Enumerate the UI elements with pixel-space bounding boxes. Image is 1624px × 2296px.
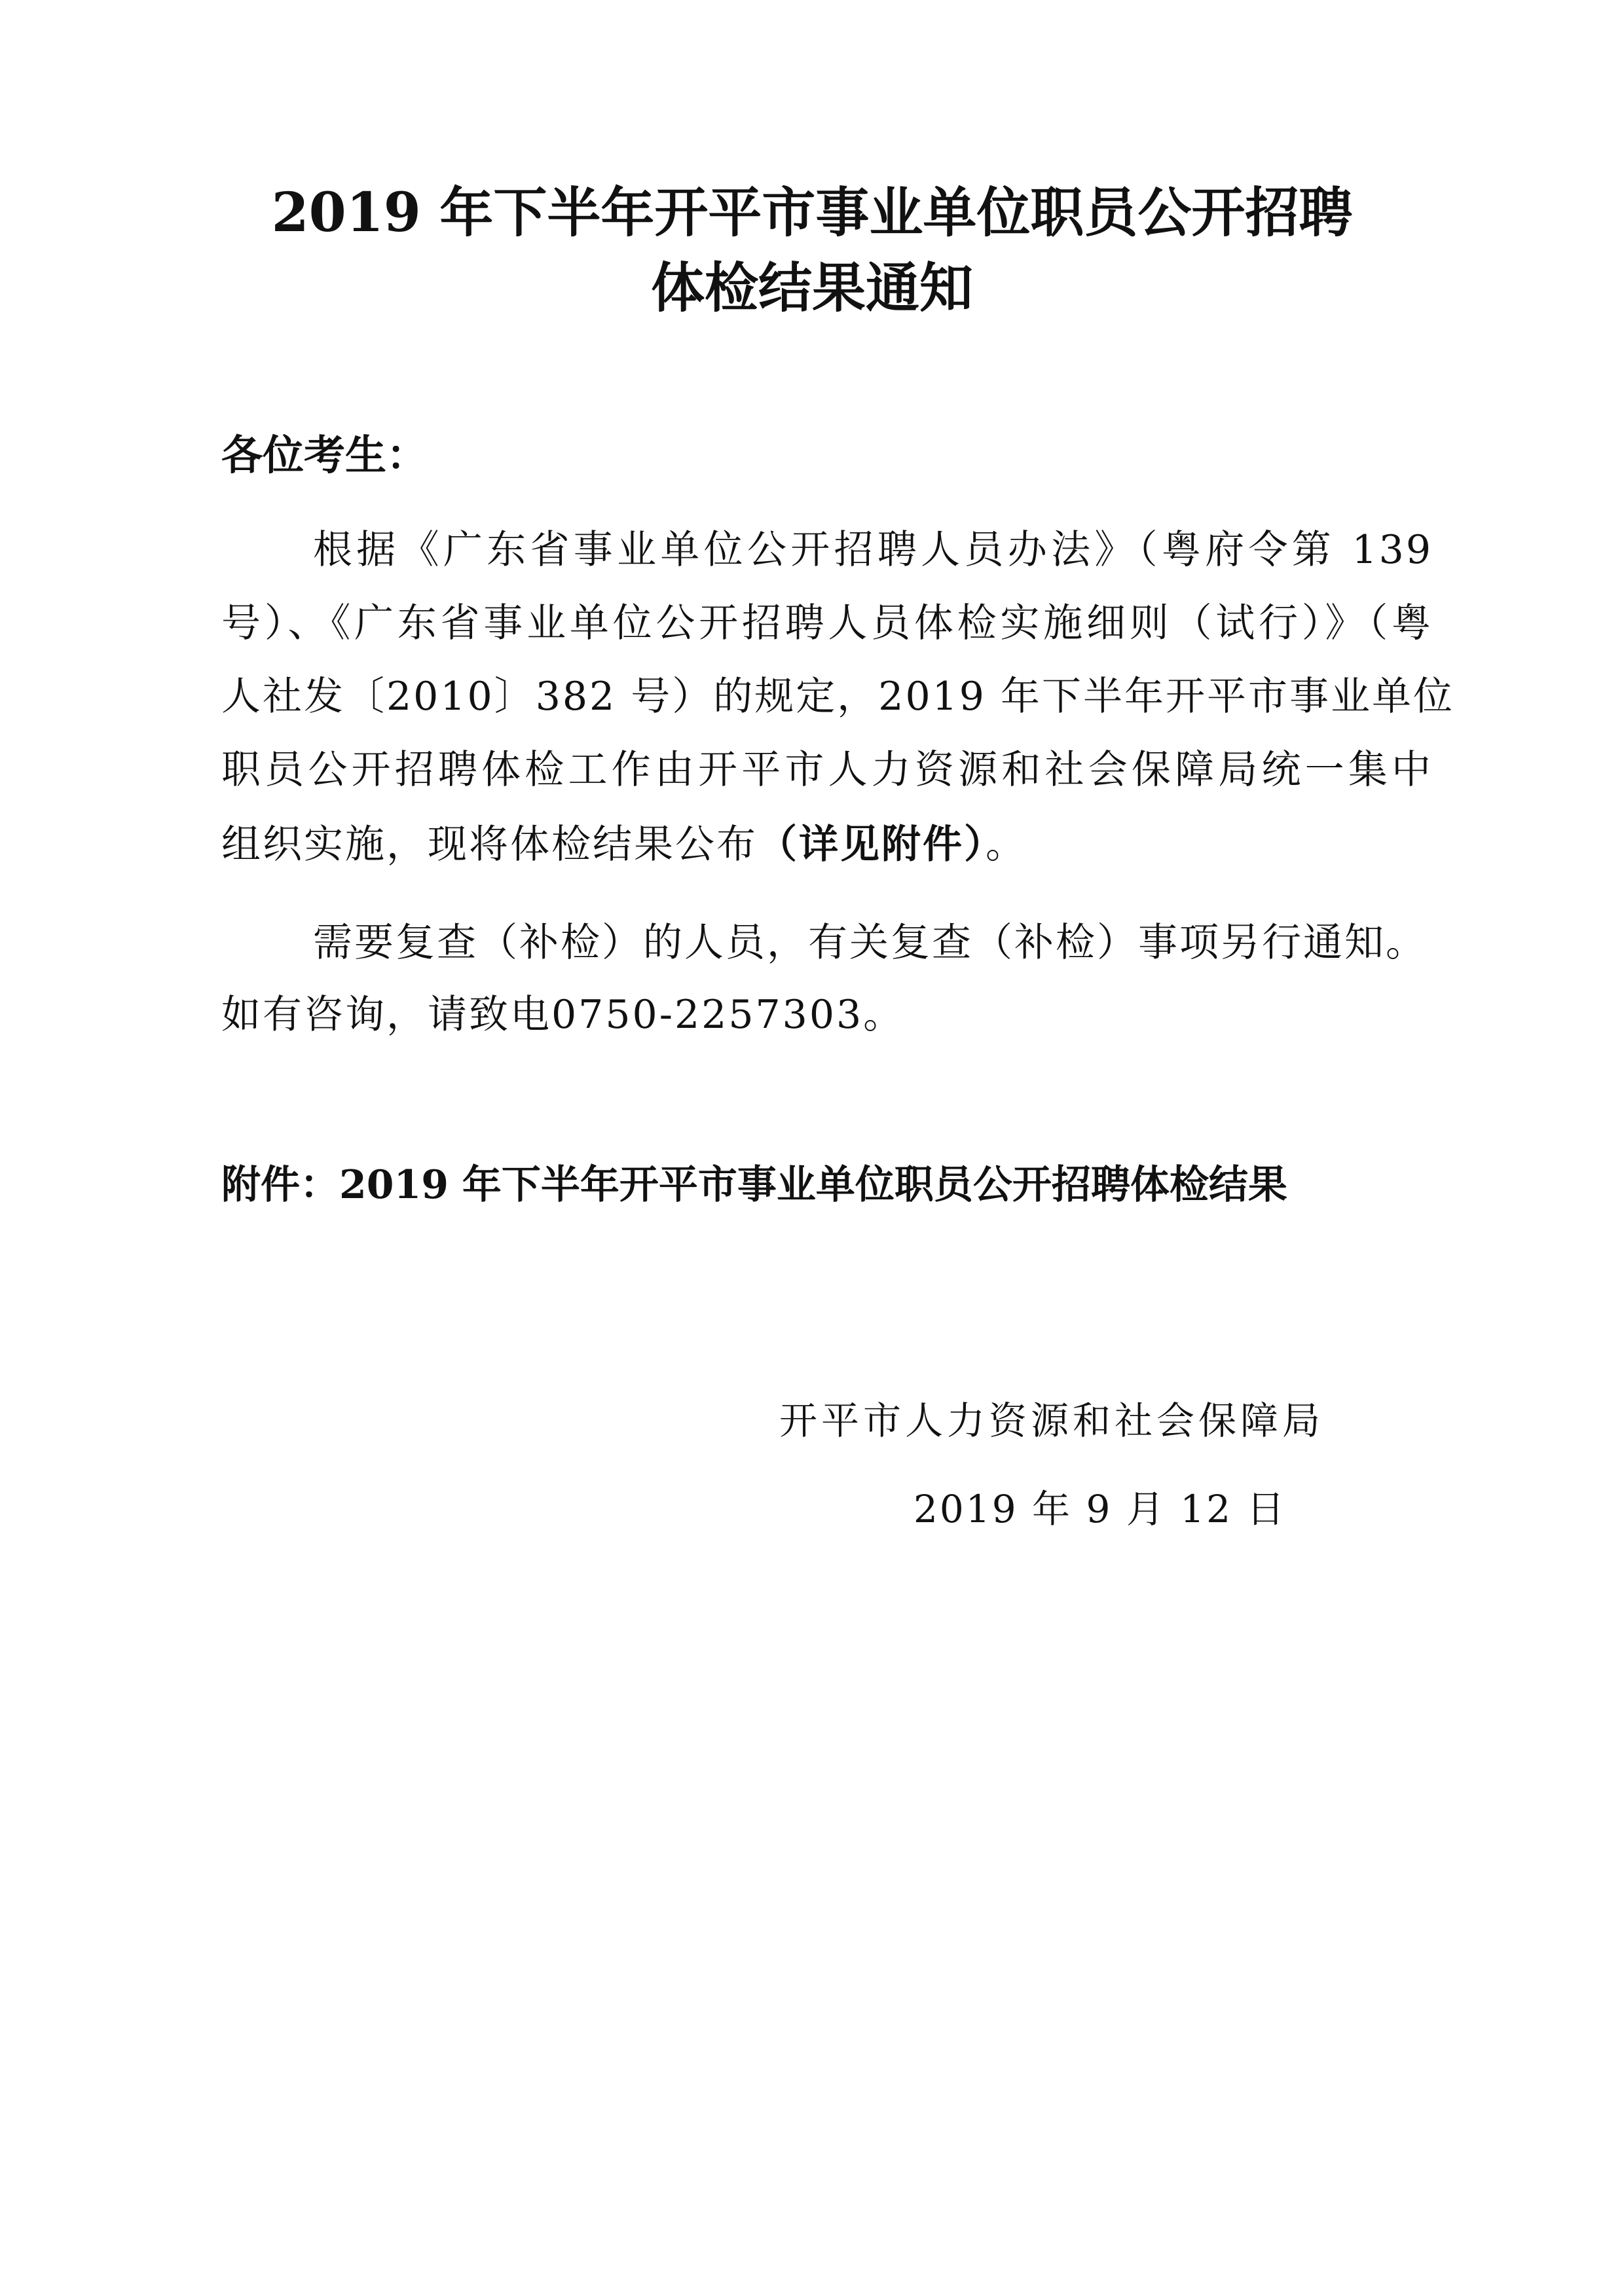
paragraph-1-line-1: 根据《广东省事业单位公开招聘人员办法》（粤府令第 139 <box>313 527 1433 573</box>
attachment-line: 附件：2019 年下半年开平市事业单位职员公开招聘体检结果 <box>221 1162 1287 1208</box>
document-title-line-1: 2019 年下半年开平市事业单位职员公开招聘 <box>271 181 1353 244</box>
salutation: 各位考生： <box>221 431 428 479</box>
paragraph-1-line-5 <box>221 818 1433 871</box>
paragraph-2-line-1: 需要复查（补检）的人员，有关复查（补检）事项另行通知。 <box>313 920 1427 966</box>
issue-date: 2019 年 9 月 12 日 <box>913 1487 1287 1531</box>
paragraph-1-line-5-end: 。 <box>986 822 1027 867</box>
paragraph-1-line-5-text: 组织实施，现将体检结果公布 <box>221 822 758 867</box>
paragraph-1-line-4: 职员公开招聘体检工作由开平市人力资源和社会保障局统一集中 <box>221 747 1433 793</box>
issuing-organization: 开平市人力资源和社会保障局 <box>779 1398 1325 1443</box>
paragraph-2-line-2: 如有咨询，请致电0750-2257303。 <box>221 992 905 1038</box>
paragraph-1-line-2: 号）、《广东省事业单位公开招聘人员体检实施细则（试行）》（粤 <box>221 600 1433 646</box>
document-title-line-2: 体检结果通知 <box>650 257 973 319</box>
paragraph-1-line-3: 人社发〔2010〕382 号）的规定，2019 年下半年开平市事业单位 <box>221 674 1455 720</box>
see-attachment-note: （详见附件） <box>758 822 986 867</box>
